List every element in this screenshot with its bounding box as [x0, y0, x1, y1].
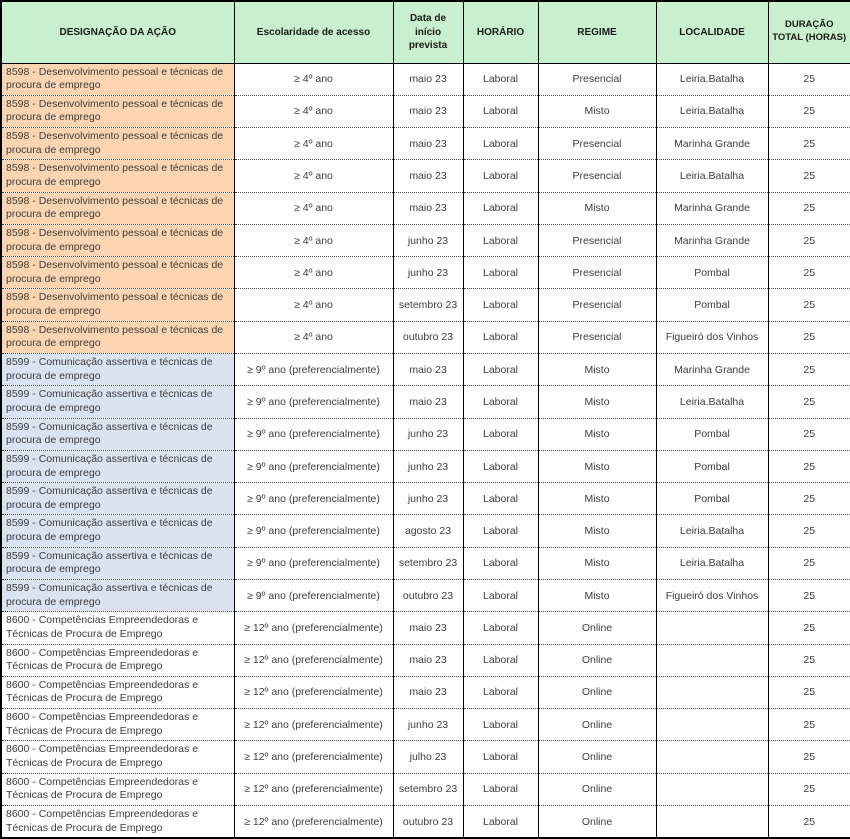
- table-row: [1, 418, 850, 450]
- cell-duracao: 25: [768, 612, 850, 644]
- cell-regime: Presencial: [538, 321, 656, 353]
- cell-data_inicio: maio 23: [393, 128, 463, 160]
- cell-horario: Laboral: [463, 773, 538, 805]
- cell-localidade: Figueiró dos Vinhos: [656, 321, 768, 353]
- cell-horario: Laboral: [463, 580, 538, 612]
- column-header-horario: HORÁRIO: [463, 1, 538, 63]
- cell-duracao: 25: [768, 580, 850, 612]
- cell-regime: Misto: [538, 450, 656, 482]
- cell-escolaridade: ≥ 4º ano: [234, 63, 393, 95]
- cell-escolaridade: ≥ 12º ano (preferencialmente): [234, 741, 393, 773]
- table-row: [1, 160, 850, 192]
- header-row: [1, 1, 850, 63]
- cell-regime: Presencial: [538, 160, 656, 192]
- cell-regime: Online: [538, 644, 656, 676]
- table-row: [1, 741, 850, 773]
- cell-horario: Laboral: [463, 709, 538, 741]
- cell-horario: Laboral: [463, 289, 538, 321]
- cell-duracao: 25: [768, 676, 850, 708]
- cell-horario: Laboral: [463, 321, 538, 353]
- cell-duracao: 25: [768, 644, 850, 676]
- cell-designacao: 8599 - Comunicação assertiva e técnicas de procura de emprego: [1, 547, 234, 579]
- cell-localidade: Leiria.Batalha: [656, 95, 768, 127]
- cell-designacao: 8598 - Desenvolvimento pessoal e técnicas de procura de emprego: [1, 289, 234, 321]
- cell-horario: Laboral: [463, 676, 538, 708]
- cell-regime: Misto: [538, 547, 656, 579]
- table-row: [1, 192, 850, 224]
- cell-regime: Misto: [538, 192, 656, 224]
- cell-escolaridade: ≥ 4º ano: [234, 192, 393, 224]
- cell-duracao: 25: [768, 192, 850, 224]
- cell-horario: Laboral: [463, 805, 538, 838]
- cell-escolaridade: ≥ 12º ano (preferencialmente): [234, 805, 393, 838]
- cell-escolaridade: ≥ 9º ano (preferencialmente): [234, 580, 393, 612]
- table-row: [1, 321, 850, 353]
- cell-horario: Laboral: [463, 450, 538, 482]
- cell-data_inicio: maio 23: [393, 612, 463, 644]
- cell-escolaridade: ≥ 4º ano: [234, 257, 393, 289]
- cell-localidade: [656, 773, 768, 805]
- cell-regime: Misto: [538, 418, 656, 450]
- cell-horario: Laboral: [463, 257, 538, 289]
- cell-designacao: 8598 - Desenvolvimento pessoal e técnicas de procura de emprego: [1, 321, 234, 353]
- cell-regime: Online: [538, 676, 656, 708]
- table-row: [1, 612, 850, 644]
- cell-duracao: 25: [768, 547, 850, 579]
- cell-duracao: 25: [768, 354, 850, 386]
- cell-horario: Laboral: [463, 612, 538, 644]
- column-header-duracao: DURAÇÃO TOTAL (HORAS): [768, 1, 850, 63]
- cell-duracao: 25: [768, 805, 850, 838]
- table-row: [1, 547, 850, 579]
- cell-regime: Online: [538, 805, 656, 838]
- cell-designacao: 8599 - Comunicação assertiva e técnicas de procura de emprego: [1, 580, 234, 612]
- cell-data_inicio: maio 23: [393, 676, 463, 708]
- cell-designacao: 8600 - Competências Empreendedoras e Técnicas de Procura de Emprego: [1, 805, 234, 838]
- cell-duracao: 25: [768, 483, 850, 515]
- cell-duracao: 25: [768, 160, 850, 192]
- table-row: [1, 580, 850, 612]
- cell-horario: Laboral: [463, 547, 538, 579]
- cell-designacao: 8598 - Desenvolvimento pessoal e técnicas de procura de emprego: [1, 192, 234, 224]
- table-body: [1, 63, 850, 838]
- cell-localidade: Marinha Grande: [656, 354, 768, 386]
- cell-data_inicio: outubro 23: [393, 321, 463, 353]
- cell-localidade: Leiria.Batalha: [656, 63, 768, 95]
- cell-data_inicio: maio 23: [393, 63, 463, 95]
- cell-duracao: 25: [768, 450, 850, 482]
- cell-duracao: 25: [768, 741, 850, 773]
- cell-localidade: [656, 644, 768, 676]
- table-row: [1, 450, 850, 482]
- cell-escolaridade: ≥ 9º ano (preferencialmente): [234, 450, 393, 482]
- cell-horario: Laboral: [463, 160, 538, 192]
- cell-designacao: 8599 - Comunicação assertiva e técnicas de procura de emprego: [1, 450, 234, 482]
- cell-duracao: 25: [768, 321, 850, 353]
- cell-localidade: Leiria.Batalha: [656, 515, 768, 547]
- cell-regime: Misto: [538, 354, 656, 386]
- cell-horario: Laboral: [463, 515, 538, 547]
- cell-regime: Online: [538, 773, 656, 805]
- table-row: [1, 805, 850, 838]
- cell-horario: Laboral: [463, 741, 538, 773]
- cell-designacao: 8600 - Competências Empreendedoras e Técnicas de Procura de Emprego: [1, 644, 234, 676]
- cell-horario: Laboral: [463, 128, 538, 160]
- cell-designacao: 8598 - Desenvolvimento pessoal e técnicas de procura de emprego: [1, 128, 234, 160]
- cell-duracao: 25: [768, 63, 850, 95]
- cell-localidade: Marinha Grande: [656, 192, 768, 224]
- cell-horario: Laboral: [463, 224, 538, 256]
- cell-regime: Misto: [538, 515, 656, 547]
- cell-escolaridade: ≥ 9º ano (preferencialmente): [234, 354, 393, 386]
- column-header-localidade: LOCALIDADE: [656, 1, 768, 63]
- cell-data_inicio: junho 23: [393, 450, 463, 482]
- cell-localidade: Pombal: [656, 450, 768, 482]
- cell-escolaridade: ≥ 9º ano (preferencialmente): [234, 483, 393, 515]
- cell-regime: Presencial: [538, 63, 656, 95]
- cell-localidade: Pombal: [656, 483, 768, 515]
- cell-designacao: 8599 - Comunicação assertiva e técnicas de procura de emprego: [1, 483, 234, 515]
- cell-data_inicio: setembro 23: [393, 773, 463, 805]
- cell-regime: Misto: [538, 95, 656, 127]
- cell-data_inicio: junho 23: [393, 709, 463, 741]
- cell-localidade: Leiria.Batalha: [656, 386, 768, 418]
- cell-data_inicio: setembro 23: [393, 547, 463, 579]
- cell-duracao: 25: [768, 224, 850, 256]
- cell-localidade: Figueiró dos Vinhos: [656, 580, 768, 612]
- cell-horario: Laboral: [463, 192, 538, 224]
- cell-regime: Online: [538, 612, 656, 644]
- cell-localidade: [656, 741, 768, 773]
- cell-escolaridade: ≥ 12º ano (preferencialmente): [234, 644, 393, 676]
- cell-data_inicio: maio 23: [393, 160, 463, 192]
- cell-data_inicio: julho 23: [393, 741, 463, 773]
- cell-localidade: [656, 709, 768, 741]
- cell-duracao: 25: [768, 709, 850, 741]
- cell-designacao: 8598 - Desenvolvimento pessoal e técnicas de procura de emprego: [1, 160, 234, 192]
- cell-escolaridade: ≥ 12º ano (preferencialmente): [234, 612, 393, 644]
- cell-duracao: 25: [768, 418, 850, 450]
- cell-duracao: 25: [768, 128, 850, 160]
- cell-escolaridade: ≥ 4º ano: [234, 95, 393, 127]
- column-header-regime: REGIME: [538, 1, 656, 63]
- cell-regime: Presencial: [538, 224, 656, 256]
- column-header-designacao: DESIGNAÇÃO DA AÇÃO: [1, 1, 234, 63]
- cell-escolaridade: ≥ 4º ano: [234, 224, 393, 256]
- cell-localidade: [656, 676, 768, 708]
- cell-designacao: 8598 - Desenvolvimento pessoal e técnicas de procura de emprego: [1, 257, 234, 289]
- cell-duracao: 25: [768, 515, 850, 547]
- cell-horario: Laboral: [463, 95, 538, 127]
- cell-designacao: 8600 - Competências Empreendedoras e Técnicas de Procura de Emprego: [1, 773, 234, 805]
- cell-localidade: Leiria.Batalha: [656, 547, 768, 579]
- cell-escolaridade: ≥ 4º ano: [234, 321, 393, 353]
- cell-data_inicio: agosto 23: [393, 515, 463, 547]
- cell-regime: Presencial: [538, 257, 656, 289]
- cell-data_inicio: maio 23: [393, 95, 463, 127]
- cell-designacao: 8599 - Comunicação assertiva e técnicas de procura de emprego: [1, 354, 234, 386]
- table-row: [1, 63, 850, 95]
- table-row: [1, 257, 850, 289]
- cell-localidade: Marinha Grande: [656, 224, 768, 256]
- cell-data_inicio: outubro 23: [393, 580, 463, 612]
- cell-escolaridade: ≥ 9º ano (preferencialmente): [234, 418, 393, 450]
- cell-horario: Laboral: [463, 483, 538, 515]
- table-row: [1, 483, 850, 515]
- column-header-escolaridade: Escolaridade de acesso: [234, 1, 393, 63]
- table-row: [1, 386, 850, 418]
- cell-designacao: 8600 - Competências Empreendedoras e Técnicas de Procura de Emprego: [1, 676, 234, 708]
- cell-duracao: 25: [768, 386, 850, 418]
- cell-designacao: 8598 - Desenvolvimento pessoal e técnicas de procura de emprego: [1, 224, 234, 256]
- cell-horario: Laboral: [463, 386, 538, 418]
- cell-designacao: 8599 - Comunicação assertiva e técnicas de procura de emprego: [1, 386, 234, 418]
- cell-regime: Online: [538, 709, 656, 741]
- cell-data_inicio: junho 23: [393, 418, 463, 450]
- table-row: [1, 289, 850, 321]
- cell-data_inicio: outubro 23: [393, 805, 463, 838]
- cell-escolaridade: ≥ 4º ano: [234, 289, 393, 321]
- cell-designacao: 8600 - Competências Empreendedoras e Técnicas de Procura de Emprego: [1, 709, 234, 741]
- cell-localidade: [656, 612, 768, 644]
- cell-regime: Online: [538, 741, 656, 773]
- table-row: [1, 676, 850, 708]
- cell-designacao: 8599 - Comunicação assertiva e técnicas de procura de emprego: [1, 418, 234, 450]
- cell-data_inicio: maio 23: [393, 354, 463, 386]
- cell-escolaridade: ≥ 9º ano (preferencialmente): [234, 515, 393, 547]
- cell-data_inicio: junho 23: [393, 257, 463, 289]
- cell-horario: Laboral: [463, 418, 538, 450]
- cell-horario: Laboral: [463, 354, 538, 386]
- cell-escolaridade: ≥ 4º ano: [234, 128, 393, 160]
- table-row: [1, 224, 850, 256]
- cell-regime: Presencial: [538, 289, 656, 321]
- table-row: [1, 644, 850, 676]
- table-row: [1, 773, 850, 805]
- table-row: [1, 515, 850, 547]
- cell-data_inicio: junho 23: [393, 224, 463, 256]
- cell-designacao: 8598 - Desenvolvimento pessoal e técnicas de procura de emprego: [1, 95, 234, 127]
- cell-data_inicio: maio 23: [393, 192, 463, 224]
- cell-horario: Laboral: [463, 63, 538, 95]
- cell-escolaridade: ≥ 9º ano (preferencialmente): [234, 547, 393, 579]
- cell-designacao: 8599 - Comunicação assertiva e técnicas de procura de emprego: [1, 515, 234, 547]
- cell-escolaridade: ≥ 12º ano (preferencialmente): [234, 676, 393, 708]
- cell-localidade: Pombal: [656, 418, 768, 450]
- column-header-data_inicio: Data de início prevista: [393, 1, 463, 63]
- cell-localidade: Marinha Grande: [656, 128, 768, 160]
- cell-escolaridade: ≥ 4º ano: [234, 160, 393, 192]
- cell-regime: Misto: [538, 483, 656, 515]
- cell-escolaridade: ≥ 12º ano (preferencialmente): [234, 773, 393, 805]
- cell-data_inicio: junho 23: [393, 483, 463, 515]
- cell-localidade: Pombal: [656, 257, 768, 289]
- cell-duracao: 25: [768, 95, 850, 127]
- cell-localidade: Pombal: [656, 289, 768, 321]
- cell-localidade: Leiria.Batalha: [656, 160, 768, 192]
- cell-designacao: 8598 - Desenvolvimento pessoal e técnicas de procura de emprego: [1, 63, 234, 95]
- cell-data_inicio: maio 23: [393, 386, 463, 418]
- table-row: [1, 709, 850, 741]
- cell-horario: Laboral: [463, 644, 538, 676]
- cell-localidade: [656, 805, 768, 838]
- cell-regime: Presencial: [538, 128, 656, 160]
- cell-duracao: 25: [768, 773, 850, 805]
- cell-designacao: 8600 - Competências Empreendedoras e Técnicas de Procura de Emprego: [1, 741, 234, 773]
- cell-designacao: 8600 - Competências Empreendedoras e Técnicas de Procura de Emprego: [1, 612, 234, 644]
- table-row: [1, 128, 850, 160]
- cell-data_inicio: setembro 23: [393, 289, 463, 321]
- cell-escolaridade: ≥ 12º ano (preferencialmente): [234, 709, 393, 741]
- cell-duracao: 25: [768, 257, 850, 289]
- cell-regime: Misto: [538, 580, 656, 612]
- cell-escolaridade: ≥ 9º ano (preferencialmente): [234, 386, 393, 418]
- cell-regime: Misto: [538, 386, 656, 418]
- table-row: [1, 354, 850, 386]
- cell-duracao: 25: [768, 289, 850, 321]
- table-row: [1, 95, 850, 127]
- cell-data_inicio: maio 23: [393, 644, 463, 676]
